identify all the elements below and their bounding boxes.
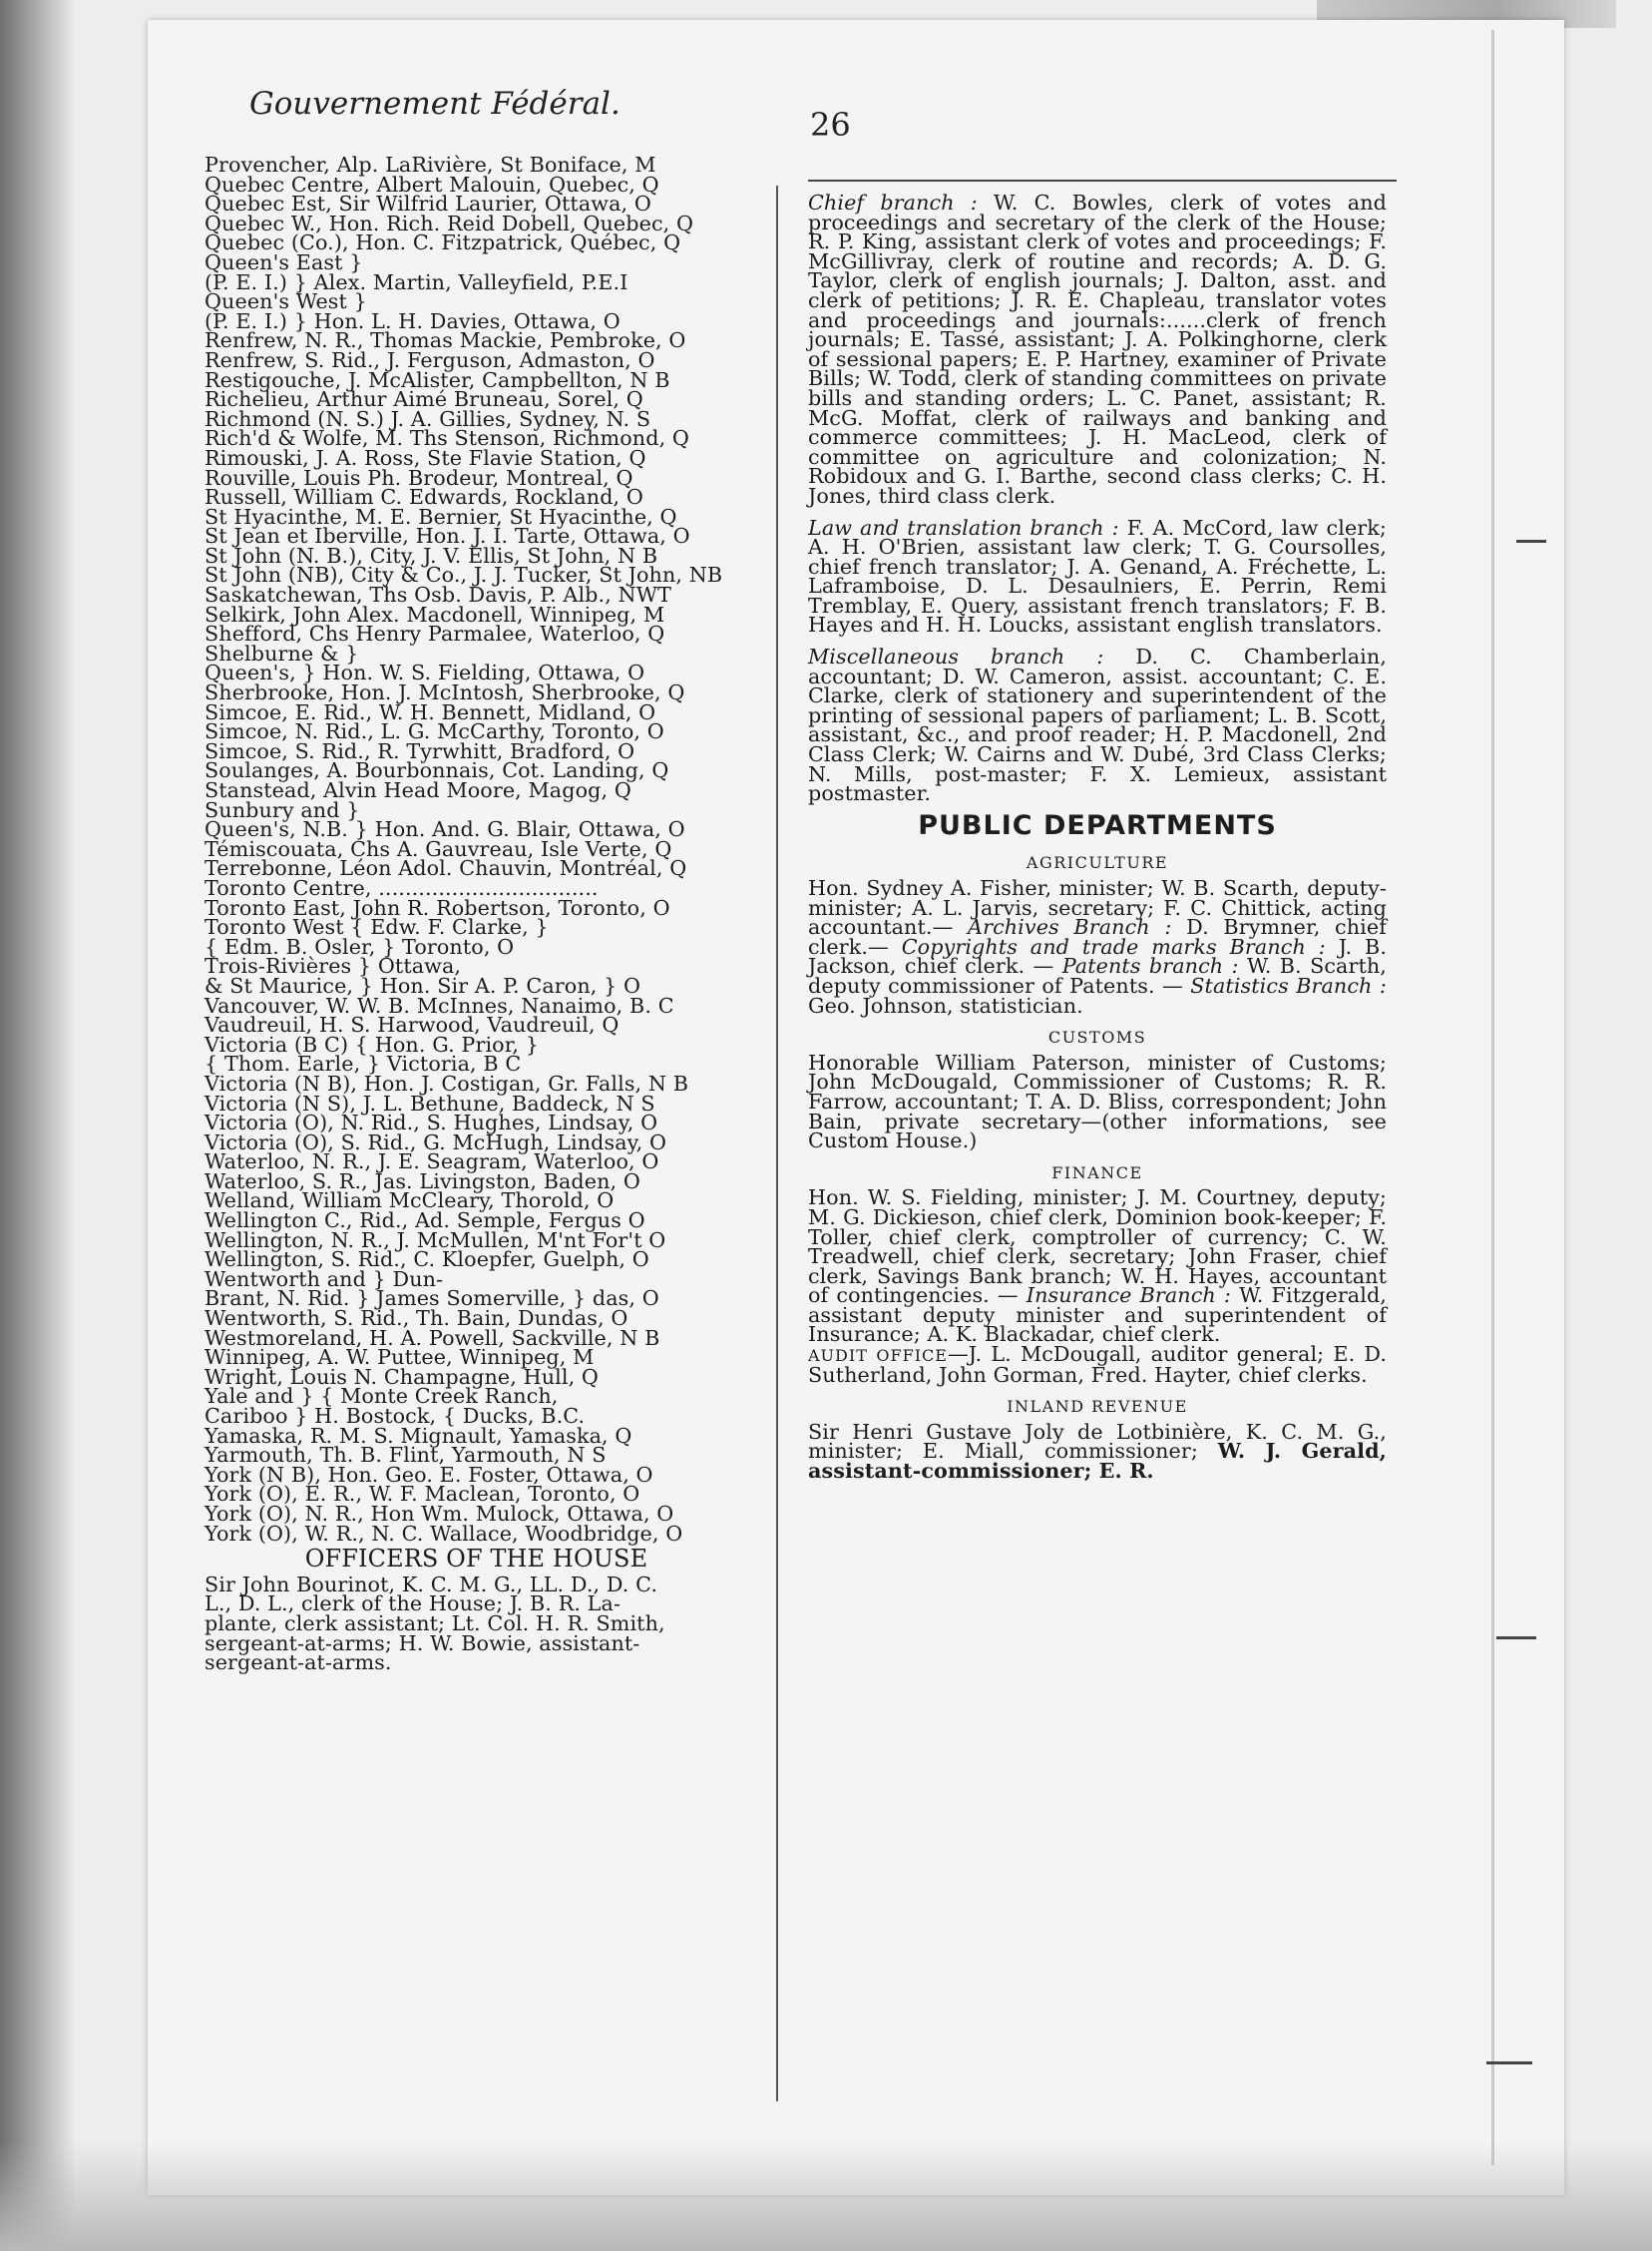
constituency-line: Trois-Rivières } Ottawa, [205, 954, 462, 979]
constituency-line: Westmoreland, H. A. Powell, Sackville, N B [205, 1325, 660, 1350]
constituency-line: Wellington, N. R., J. McMullen, M'nt For't O [205, 1227, 666, 1252]
inland-revenue-title: INLAND REVENUE [1007, 1397, 1188, 1417]
constituency-line: { Edm. B. Osler, } Toronto, O [205, 934, 515, 959]
constituency-line: Shelburne & } [205, 641, 359, 666]
constituency-line: Victoria (N B), Hon. J. Costigan, Gr. Falls, N B [205, 1071, 689, 1096]
agriculture-title: AGRICULTURE [1026, 853, 1169, 873]
constituency-line: Wentworth and } Dun- [205, 1266, 444, 1291]
constituency-line: Richelieu, Arthur Aimé Bruneau, Sorel, Q [205, 387, 643, 412]
constituency-line: Quebec W., Hon. Rich. Reid Dobell, Quebec, Q [205, 211, 694, 235]
constituency-line: York (O), W. R., N. C. Wallace, Woodbridge, O [205, 1521, 683, 1546]
constituency-line: Renfrew, N. R., Thomas Mackie, Pembroke, O [205, 328, 686, 353]
constituency-line: Queen's West } [205, 289, 367, 314]
constituency-line: Provencher, Alp. LaRivière, St Boniface, M [205, 153, 656, 177]
constituency-line: Quebec (Co.), Hon. C. Fitzpatrick, Québec, Q [205, 230, 681, 255]
copyrights-text: J. B. Jackson, chief clerk. — [808, 934, 1387, 979]
agriculture-text: Hon. Sydney A. Fisher, minister; W. B. Scarth, deputy-minister; A. L. Jarvis, secretary; F. C. Chittick, acting accountant.— [808, 876, 1387, 940]
constituency-line: (P. E. I.) } Alex. Martin, Valleyfield, P.E.I [205, 269, 628, 294]
constituency-line: Terrebonne, Léon Adol. Chauvin, Montréal, Q [205, 856, 687, 881]
constituency-line: Restigouche, J. McAlister, Campbellton, N B [205, 367, 670, 392]
insurance-text: W. Fitzgerald, assistant deputy minister and superintendent of Insurance; A. K. Blackadar, chief clerk. [808, 1283, 1387, 1347]
misc-branch-text: D. C. Chamberlain, accountant; D. W. Cameron, assist. accountant; C. E. Clarke, clerk of stationery and superintendent of the printing of sessional papers of parliament; L. B. Scott, assistant, &c., and proof reader; H. P. Macdonell, 2nd Class Clerk; W. Cairns and W. Dubé, 3rd Class Clerks; N. Mills, post-master; F. X. Lemieux, assistant postmaster. [808, 645, 1387, 806]
constituency-line: Shefford, Chs Henry Parmalee, Waterloo, Q [205, 622, 665, 647]
page-number: 26 [810, 106, 851, 144]
audit-office-text: —J. L. McDougall, auditor general; E. D. Sutherland, John Gorman, Fred. Hayter, chief clerks. [808, 1342, 1387, 1387]
constituency-line: Victoria (O), N. Rid., S. Hughes, Lindsay, O [205, 1111, 658, 1135]
constituency-line: Queen's East } [205, 249, 363, 274]
finance-title: FINANCE [1051, 1162, 1143, 1182]
inland-revenue-text: Sir Henri Gustave Joly de Lotbinière, K. C. M. G., minister; E. Miall, commissioner; [808, 1419, 1387, 1464]
column-divider [776, 186, 778, 2101]
constituency-line: Simcoe, E. Rid., W. H. Bennett, Midland, O [205, 699, 656, 724]
constituency-line: Yamaska, R. M. S. Mignault, Yamaska, Q [205, 1423, 632, 1448]
margin-mark [1496, 1636, 1536, 1639]
constituency-line: Victoria (B C) { Hon. G. Prior, } [205, 1032, 540, 1057]
scan-bottom-shadow [0, 2141, 1652, 2251]
finance-text: Hon. W. S. Fielding, minister; J. M. Courtney, deputy; M. G. Dickieson, chief clerk, Dominion book-keeper; F. Toller, chief clerk, comptroller of currency; C. W. Treadwell, chief clerk, secretary; John Fraser, chief clerk, Savings Bank branch; W. H. Hayes, accountant of contingencies. — [808, 1185, 1387, 1308]
right-column [808, 191, 1387, 1494]
header-rule [808, 180, 1397, 182]
constituency-line: Wentworth, S. Rid., Th. Bain, Dundas, O [205, 1306, 628, 1331]
constituency-line: Queen's, } Hon. W. S. Fielding, Ottawa, O [205, 661, 645, 685]
constituency-list [205, 153, 748, 1546]
customs-paragraph: Honorable William Paterson, minister of Customs; John McDougald, Commissioner of Customs; R. R. Farrow, accountant; T. A. D. Bliss, correspondent; John Bain, private secretary—(other informations, see Custom House.) [808, 1050, 1387, 1153]
constituency-line: Russell, William C. Edwards, Rockland, O [205, 485, 643, 510]
constituency-line: Sherbrooke, Hon. J. McIntosh, Sherbrooke, Q [205, 680, 685, 705]
law-branch-paragraph [808, 515, 1387, 638]
agriculture-paragraph [808, 876, 1387, 1018]
chief-branch-paragraph [808, 191, 1387, 508]
constituency-line: Queen's, N.B. } Hon. And. G. Blair, Ottawa, O [205, 817, 685, 842]
officers-line: sergeant-at-arms. [205, 1650, 392, 1675]
officers-list [205, 1572, 748, 1675]
constituency-line: Selkirk, John Alex. Macdonell, Winnipeg, M [205, 602, 665, 627]
constituency-line: Sunbury and } [205, 797, 360, 822]
page-fold-line [1491, 30, 1494, 2165]
constituency-line: Winnipeg, A. W. Puttee, Winnipeg, M [205, 1345, 595, 1370]
officers-line: plante, clerk assistant; Lt. Col. H. R. Smith, [205, 1610, 665, 1635]
patents-label: Patents branch : [1061, 954, 1239, 979]
audit-office-label: AUDIT OFFICE [808, 1346, 948, 1366]
constituency-line: Welland, William McCleary, Thorold, O [205, 1188, 615, 1213]
constituency-line: St John (N. B.), City, J. V. Ellis, St John, N B [205, 543, 658, 568]
constituency-line: Toronto East, John R. Robertson, Toronto, O [205, 895, 670, 920]
law-branch-label: Law and translation branch : [808, 515, 1119, 540]
constituency-line: (P. E. I.) } Hon. L. H. Davies, Ottawa, O [205, 308, 620, 333]
constituency-line: Renfrew, S. Rid., J. Ferguson, Admaston, O [205, 347, 655, 372]
constituency-line: Stanstead, Alvin Head Moore, Magog, Q [205, 778, 631, 802]
constituency-line: Rich'd & Wolfe, M. Ths Stenson, Richmond, Q [205, 426, 689, 451]
constituency-line: Vaudreuil, H. S. Harwood, Vaudreuil, Q [205, 1013, 620, 1038]
constituency-line: Témiscouata, Chs A. Gauvreau, Isle Verte, Q [205, 836, 672, 861]
constituency-line: Vancouver, W. W. B. McInnes, Nanaimo, B. C [205, 993, 674, 1018]
patents-text: W. B. Scarth, deputy commissioner of Patents. — [808, 954, 1387, 998]
constituency-line: York (N B), Hon. Geo. E. Foster, Ottawa, O [205, 1462, 653, 1487]
constituency-line: Saskatchewan, Ths Osb. Davis, P. Alb., NWT [205, 583, 672, 608]
chief-branch-label: Chief branch : [808, 191, 978, 215]
constituency-line: Quebec Centre, Albert Malouin, Quebec, Q [205, 172, 659, 197]
finance-paragraph [808, 1185, 1387, 1387]
constituency-line: Toronto West { Edw. F. Clarke, } [205, 915, 549, 940]
chief-branch-text: W. C. Bowles, clerk of votes and proceedings and secretary of the clerk of the House; R. P. King, assistant clerk of votes and proceedings; F. McGillivray, clerk of routine and records; A. D. G. Taylor, clerk of english journals; J. Dalton, asst. and clerk of petitions; J. R. E. Chapleau, translator votes and proceedings and journals:......clerk of french journals; E. Tassé, assistant; J. A. Polkinghorne, clerk of sessional papers; E. P. Hartney, examiner of Private Bills; W. Todd, clerk of standing committees on private bills and standing orders; L. C. Panet, assistant; R. McG. Moffat, clerk of railways and banking and commerce committees; J. H. MacLeod, clerk of committee on agriculture and colonization; N. Robidoux and G. I. Barthe, second class clerks; C. H. Jones, third class clerk. [808, 191, 1387, 508]
constituency-line: Soulanges, A. Bourbonnais, Cot. Landing, Q [205, 758, 669, 783]
inland-revenue-paragraph [808, 1419, 1387, 1484]
constituency-line: Wright, Louis N. Champagne, Hull, Q [205, 1364, 599, 1389]
constituency-line: Toronto Centre, ................................. [205, 875, 599, 900]
misc-branch-paragraph [808, 645, 1387, 806]
constituency-line: Simcoe, N. Rid., L. G. McCarthy, Toronto, O [205, 719, 664, 744]
constituency-line: Rimouski, J. A. Ross, Ste Flavie Station, Q [205, 445, 646, 470]
constituency-line: St Hyacinthe, M. E. Bernier, St Hyacinthe, Q [205, 504, 677, 529]
constituency-line: Yarmouth, Th. B. Flint, Yarmouth, N S [205, 1443, 607, 1468]
inland-revenue-text-bold: W. J. Gerald, assistant-commissioner; E. R. [808, 1439, 1387, 1484]
constituency-line: Simcoe, S. Rid., R. Tyrwhitt, Bradford, O [205, 738, 635, 763]
constituency-line: York (O), N. R., Hon Wm. Mulock, Ottawa, O [205, 1501, 674, 1526]
statistics-label: Statistics Branch : [1190, 973, 1387, 998]
misc-branch-label: Miscellaneous branch : [808, 645, 1104, 670]
constituency-line: Cariboo } H. Bostock, { Ducks, B.C. [205, 1404, 586, 1428]
constituency-line: { Thom. Earle, } Victoria, B C [205, 1052, 522, 1077]
copyrights-label: Copyrights and trade marks Branch : [901, 934, 1326, 959]
officers-line: L., D. L., clerk of the House; J. B. R. La- [205, 1591, 621, 1616]
constituency-line: St Jean et Iberville, Hon. J. I. Tarte, Ottawa, O [205, 524, 690, 549]
law-branch-text: F. A. McCord, law clerk; A. H. O'Brien, assistant law clerk; T. G. Coursolles, chief french translator; J. A. Genand, A. Fréchette, L. Laframboise, D. L. Desaulniers, E. Perrin, Remi Tremblay, E. Query, assistant french translators; F. B. Hayes and H. H. Loucks, assistant english translators. [808, 515, 1387, 638]
statistics-text: Geo. Johnson, statistician. [808, 993, 1083, 1018]
left-column [205, 153, 748, 1675]
constituency-line: Waterloo, N. R., J. E. Seagram, Waterloo, O [205, 1149, 659, 1174]
constituency-line: Brant, N. Rid. } James Somerville, } das, O [205, 1286, 659, 1311]
margin-mark [1486, 2061, 1532, 2064]
scan-page-stack [58, 0, 74, 2251]
constituency-line: Victoria (O), S. Rid., G. McHugh, Lindsay, O [205, 1129, 667, 1154]
running-head: Gouvernement Fédéral. [249, 86, 620, 122]
constituency-line: Waterloo, S. R., Jas. Livingston, Baden, O [205, 1168, 640, 1193]
insurance-label: Insurance Branch : [1026, 1283, 1231, 1308]
constituency-line: York (O), E. R., W. F. Maclean, Toronto, O [205, 1482, 640, 1507]
constituency-line: Wellington C., Rid., Ad. Semple, Fergus O [205, 1208, 645, 1233]
public-departments-title: PUBLIC DEPARTMENTS [918, 809, 1277, 841]
constituency-line: Yale and } { Monte Creek Ranch, [205, 1384, 559, 1409]
customs-title: CUSTOMS [1047, 1028, 1147, 1048]
constituency-line: St John (NB), City & Co., J. J. Tucker, St John, NB [205, 563, 723, 588]
officers-line: Sir John Bourinot, K. C. M. G., LL. D., D. C. [205, 1572, 658, 1596]
archives-label: Archives Branch : [968, 915, 1172, 940]
officers-line: sergeant-at-arms; H. W. Bowie, assistant- [205, 1630, 640, 1655]
constituency-line: Wellington, S. Rid., C. Kloepfer, Guelph, O [205, 1247, 649, 1272]
margin-mark [1516, 540, 1546, 543]
officers-title: OFFICERS OF THE HOUSE [304, 1545, 648, 1574]
constituency-line: Victoria (N S), J. L. Bethune, Baddeck, N S [205, 1091, 655, 1116]
constituency-line: Rouville, Louis Ph. Brodeur, Montreal, Q [205, 465, 633, 490]
constituency-line: Richmond (N. S.) J. A. Gillies, Sydney, N. S [205, 406, 651, 431]
archives-text: D. Brymner, chief clerk.— [808, 915, 1387, 959]
constituency-line: Quebec Est, Sir Wilfrid Laurier, Ottawa, O [205, 192, 651, 217]
scan-book-edge [0, 0, 58, 2251]
constituency-line: & St Maurice, } Hon. Sir A. P. Caron, } O [205, 973, 641, 998]
